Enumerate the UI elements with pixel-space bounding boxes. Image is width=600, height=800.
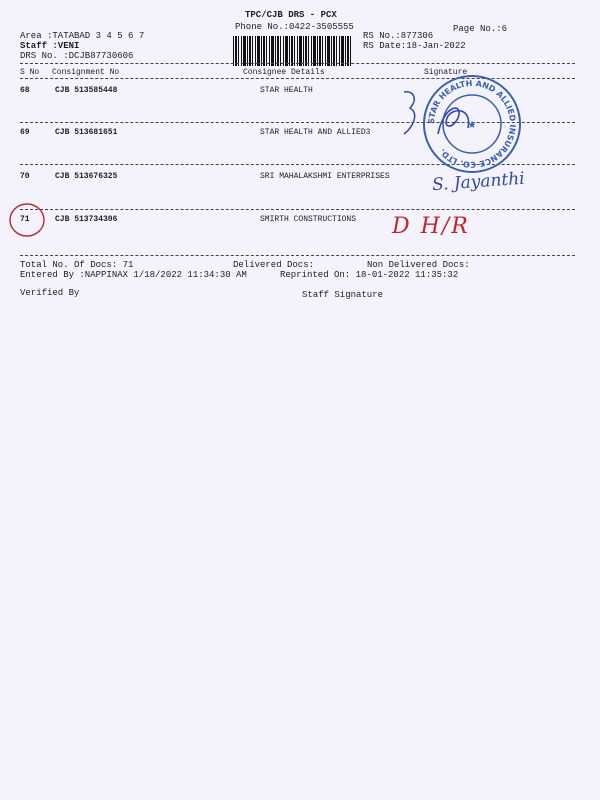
row-sno: 68	[20, 86, 30, 95]
delivered-docs: Delivered Docs:	[233, 260, 315, 270]
non-delivered-docs: Non Delivered Docs:	[367, 260, 470, 270]
staff-label: Staff :VENI	[20, 41, 80, 51]
row-divider	[20, 209, 575, 210]
row-consignment-no: CJB 513585448	[55, 86, 118, 95]
row-consignment-no: CJB 513676325	[55, 172, 118, 181]
row-consignee: STAR HEALTH AND ALLIED3	[260, 128, 371, 137]
row-divider	[20, 255, 575, 256]
entered-by: Entered By :NAPPINAX 1/18/2022 11:34:30 AM	[20, 270, 247, 280]
phone-number: Phone No.:0422-3505555	[235, 22, 354, 32]
row-consignee: STAR HEALTH	[260, 86, 313, 95]
divider	[20, 63, 575, 64]
row-consignee: SRI MAHALAKSHMI ENTERPRISES	[260, 172, 390, 181]
row-sno: 70	[20, 172, 30, 181]
barcode	[233, 36, 353, 66]
column-header-sno: S No	[20, 68, 40, 77]
column-header-signature: Signature	[424, 68, 468, 77]
rs-date: RS Date:18-Jan-2022	[363, 41, 466, 51]
row-consignee: SMIRTH CONSTRUCTIONS	[260, 215, 357, 224]
row-sno: 69	[20, 128, 30, 137]
staff-signature-label: Staff Signature	[302, 290, 384, 300]
column-header-consignee: Consignee Details	[243, 68, 325, 77]
verified-by-label: Verified By	[20, 288, 80, 298]
handwritten-mark-dhr: D H/R	[392, 214, 470, 239]
handwritten-signature-jayanthi: S. Jayanthi	[431, 168, 526, 196]
row-consignment-no: CJB 513681651	[55, 128, 118, 137]
page-number: Page No.:6	[453, 24, 508, 34]
total-docs: Total No. Of Docs: 71	[20, 260, 134, 270]
drs-number: DRS No. :DCJB87730606	[20, 51, 134, 61]
area-label: Area :TATABAD 3 4 5 6 7	[20, 31, 145, 41]
rs-number: RS No.:877306	[363, 31, 434, 41]
svg-text:STAR HEALTH AND ALLIED INSURAN: STAR HEALTH AND ALLIED INSURANCE CO. LTD.	[426, 78, 518, 170]
red-circle-mark	[6, 200, 48, 242]
report-title: TPC/CJB DRS - PCX	[245, 10, 337, 20]
handwritten-signature	[398, 84, 488, 154]
row-sno: 71	[20, 215, 30, 224]
row-consignment-no: CJB 513734306	[55, 215, 118, 224]
reprinted-on: Reprinted On: 18-01-2022 11:35:32	[280, 270, 459, 280]
column-header-consignment: Consignment No	[52, 68, 120, 77]
svg-text:★: ★	[467, 120, 477, 131]
